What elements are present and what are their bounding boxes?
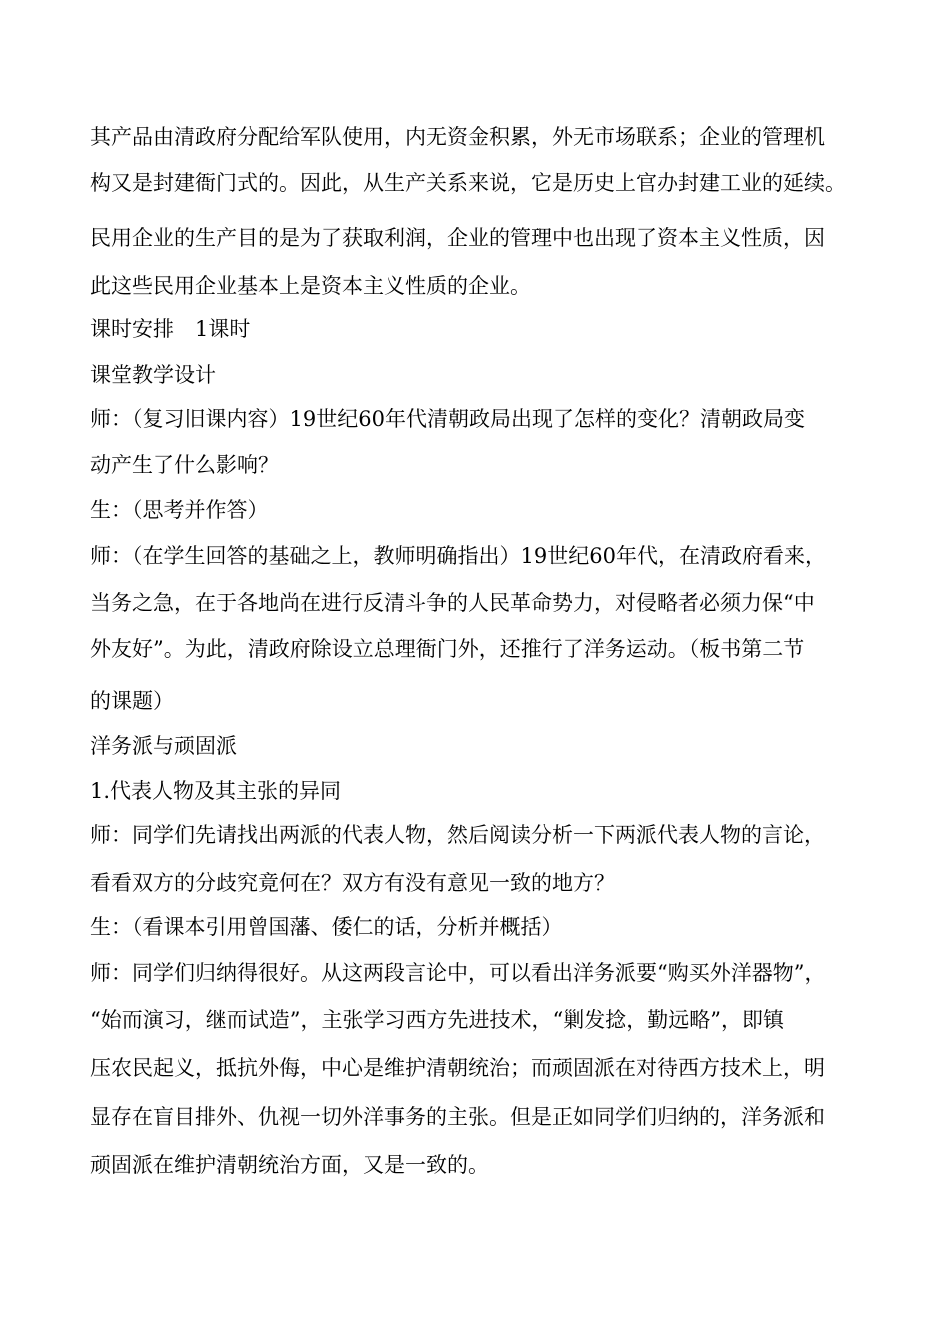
dialogue-line: 顽固派在维护清朝统治方面，又是一致的。 bbox=[90, 1153, 489, 1177]
dialogue-line: 动产生了什么影响？ bbox=[90, 453, 279, 477]
dialogue-line: 生：（思考并作答） bbox=[90, 498, 269, 522]
dialogue-line: 师：（在学生回答的基础之上，教师明确指出）19世纪60年代，在清政府看来， bbox=[90, 544, 826, 568]
dialogue-line: 师：同学们先请找出两派的代表人物，然后阅读分析一下两派代表人物的言论， bbox=[90, 823, 825, 847]
subsection-heading: 1.代表人物及其主张的异同 bbox=[90, 779, 342, 803]
dialogue-line: 的课题） bbox=[90, 689, 174, 713]
paragraph-line: 构又是封建衙门式的。因此，从生产关系来说，它是历史上官办封建工业的延续。 bbox=[90, 171, 846, 195]
section-heading: 课堂教学设计 bbox=[90, 363, 216, 387]
dialogue-line: “始而演习，继而试造”，主张学习西方先进技术，“剿发捻，勤远略”，即镇 bbox=[90, 1008, 784, 1032]
dialogue-line: 当务之急，在于各地尚在进行反清斗争的人民革命势力，对侵略者必须力保“中 bbox=[90, 591, 815, 615]
dialogue-line: 显存在盲目排外、仇视一切外洋事务的主张。但是正如同学们归纳的，洋务派和 bbox=[90, 1105, 825, 1129]
dialogue-line: 压农民起义，抵抗外侮，中心是维护清朝统治；而顽固派在对待西方技术上，明 bbox=[90, 1056, 825, 1080]
section-heading: 洋务派与顽固派 bbox=[90, 734, 237, 758]
dialogue-line: 师：同学们归纳得很好。从这两段言论中，可以看出洋务派要“购买外洋器物”， bbox=[90, 961, 826, 985]
dialogue-line: 师：（复习旧课内容）19世纪60年代清朝政局出现了怎样的变化？清朝政局变 bbox=[90, 407, 805, 431]
schedule-line: 课时安排 1课时 bbox=[90, 317, 251, 341]
dialogue-line: 外友好”。为此，清政府除设立总理衙门外，还推行了洋务运动。（板书第二节 bbox=[90, 637, 805, 661]
dialogue-line: 生：（看课本引用曾国藩、倭仁的话，分析并概括） bbox=[90, 915, 563, 939]
paragraph-line: 此这些民用企业基本上是资本主义性质的企业。 bbox=[90, 274, 531, 298]
paragraph-line: 民用企业的生产目的是为了获取利润，企业的管理中也出现了资本主义性质，因 bbox=[90, 226, 825, 250]
dialogue-line: 看看双方的分歧究竟何在？双方有没有意见一致的地方？ bbox=[90, 871, 615, 895]
paragraph-line: 其产品由清政府分配给军队使用，内无资金积累，外无市场联系；企业的管理机 bbox=[90, 125, 825, 149]
